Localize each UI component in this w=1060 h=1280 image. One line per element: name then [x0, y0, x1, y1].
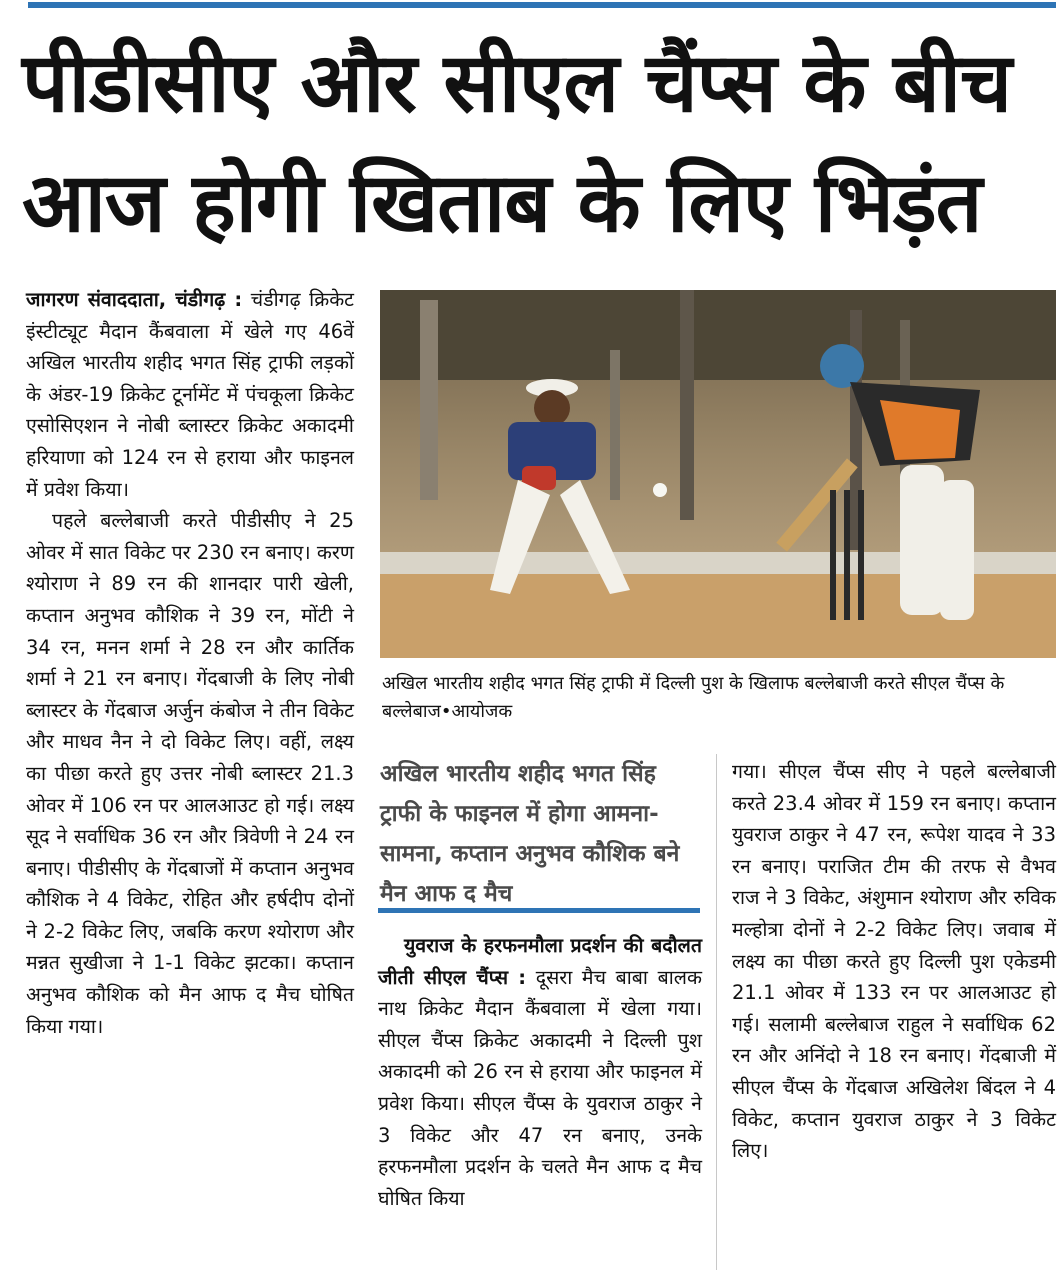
- left-para-1-text: चंडीगढ़ क्रिकेट इंस्टीट्यूट मैदान कैंबवाला में खेले गए 46वें अखिल भारतीय शहीद भगत सिंह ट्राफी लड़कों के अंडर-19 क्रिकेट टूर्नामेंट में पंचकूला क्रिकेट एसोसिएशन ने नोबी ब्लास्टर क्रिकेट अकादमी हरियाणा को 124 रन से हराया और फाइनल में प्रवेश किया।: [26, 288, 354, 501]
- photo-caption: [382, 670, 1054, 726]
- middle-column: [378, 930, 702, 1214]
- headline: [22, 24, 1058, 264]
- middle-subhead: युवराज के हरफनमौला प्रदर्शन की बदौलत जीती सीएल चैंप्स :: [378, 934, 702, 989]
- headline-line-2: आज होगी खिताब के लिए भिड़ंत: [22, 156, 982, 251]
- right-para: गया। सीएल चैंप्स सीए ने पहले बल्लेबाजी करते 23.4 ओवर में 159 रन बनाए। कप्तान युवराज ठाकुर ने 47 रन, रूपेश यादव ने 33 रन बनाए। पराजित टीम की तरफ से वैभव राज ने 3 विकेट, अंशुमान श्योराण और रुविक मल्होत्रा दोनों ने 2-2 विकेट लिए। जवाब में लक्ष्य का पीछा करते हुए दिल्ली पुश एकेडमी 21.1 ओवर में 133 रन पर आलआउट हो गई। सलामी बल्लेबाज राहुल ने सर्वाधिक 62 रन और अनिंदो ने 18 रन बनाए। गेंदबाजी में सीएल चैंप्स के गेंदबाज अखिलेश बिंदल ने 4 विकेट, कप्तान युवराज ठाकुर ने 3 विकेट लिए।: [732, 760, 1056, 1163]
- photo-credit: आयोजक: [451, 701, 513, 722]
- cricket-photo-illustration: [380, 290, 1056, 658]
- caption-bullet-icon: •: [440, 701, 452, 722]
- pull-quote: अखिल भारतीय शहीद भगत सिंह ट्राफी के फाइनल में होगा आमना-सामना, कप्तान अनुभव कौशिक बने मैन आफ द मैच: [380, 761, 680, 907]
- byline: जागरण संवाददाता, चंडीगढ़ :: [26, 288, 243, 311]
- left-column: [26, 284, 354, 1042]
- middle-para: [378, 930, 702, 1214]
- column-divider: [716, 754, 717, 1270]
- middle-text: दूसरा मैच बाबा बालक नाथ क्रिकेट मैदान कैंबवाला में खेला गया। सीएल चैंप्स क्रिकेट अकादमी ने दिल्ली पुश अकादमी को 26 रन से हराया और फाइनल में प्रवेश किया। सीएल चैंप्स के युवराज ठाकुर ने 3 विकेट और 47 रन बनाए, उनके हरफनमौला प्रदर्शन के चलते मैन आफ द मैच घोषित किया: [378, 965, 702, 1210]
- left-para-2: पहले बल्लेबाजी करते पीडीसीए ने 25 ओवर में सात विकेट पर 230 रन बनाए। करण श्योराण ने 89 रन की शानदार पारी खेली, कप्तान अनुभव कौशिक ने 39 रन, मोंटी ने 34 रन, मनन शर्मा ने 28 रन और कार्तिक शर्मा ने 21 रन बनाए। गेंदबाजी के लिए नोबी ब्लास्टर के गेंदबाज अर्जुन कंबोज ने तीन विकेट और माधव नैन ने दो विकेट लिए। वहीं, लक्ष्य का पीछा करते हुए उत्तर नोबी ब्लास्टर 21.3 ओवर में 106 रन पर आलआउट हो गई। लक्ष्य सूद ने सर्वाधिक 36 रन और त्रिवेणी ने 24 रन बनाए। पीडीसीए के गेंदबाजों में कप्तान अनुभव कौशिक ने 4 विकेट, रोहित और हर्षदीप दोनों ने 2-2 विकेट लिए, जबकि करण श्योराण और मन्नत सुखीजा ने 1-1 विकेट झटका। कप्तान अनुभव कौशिक को मैन आफ द मैच घोषित किया गया।: [26, 509, 354, 1038]
- photo-caption-text: अखिल भारतीय शहीद भगत सिंह ट्राफी में दिल्ली पुश के खिलाफ बल्लेबाजी करते सीएल चैंप्स के बल्लेबाज: [382, 673, 1005, 722]
- top-accent-rule: [28, 2, 1056, 8]
- pull-quote-rule: [378, 908, 700, 913]
- right-column: [732, 756, 1056, 1167]
- left-para-1: [26, 284, 354, 505]
- headline-line-1: पीडीसीए और सीएल चैंप्स के बीच: [22, 36, 1012, 131]
- news-photo: [380, 290, 1056, 658]
